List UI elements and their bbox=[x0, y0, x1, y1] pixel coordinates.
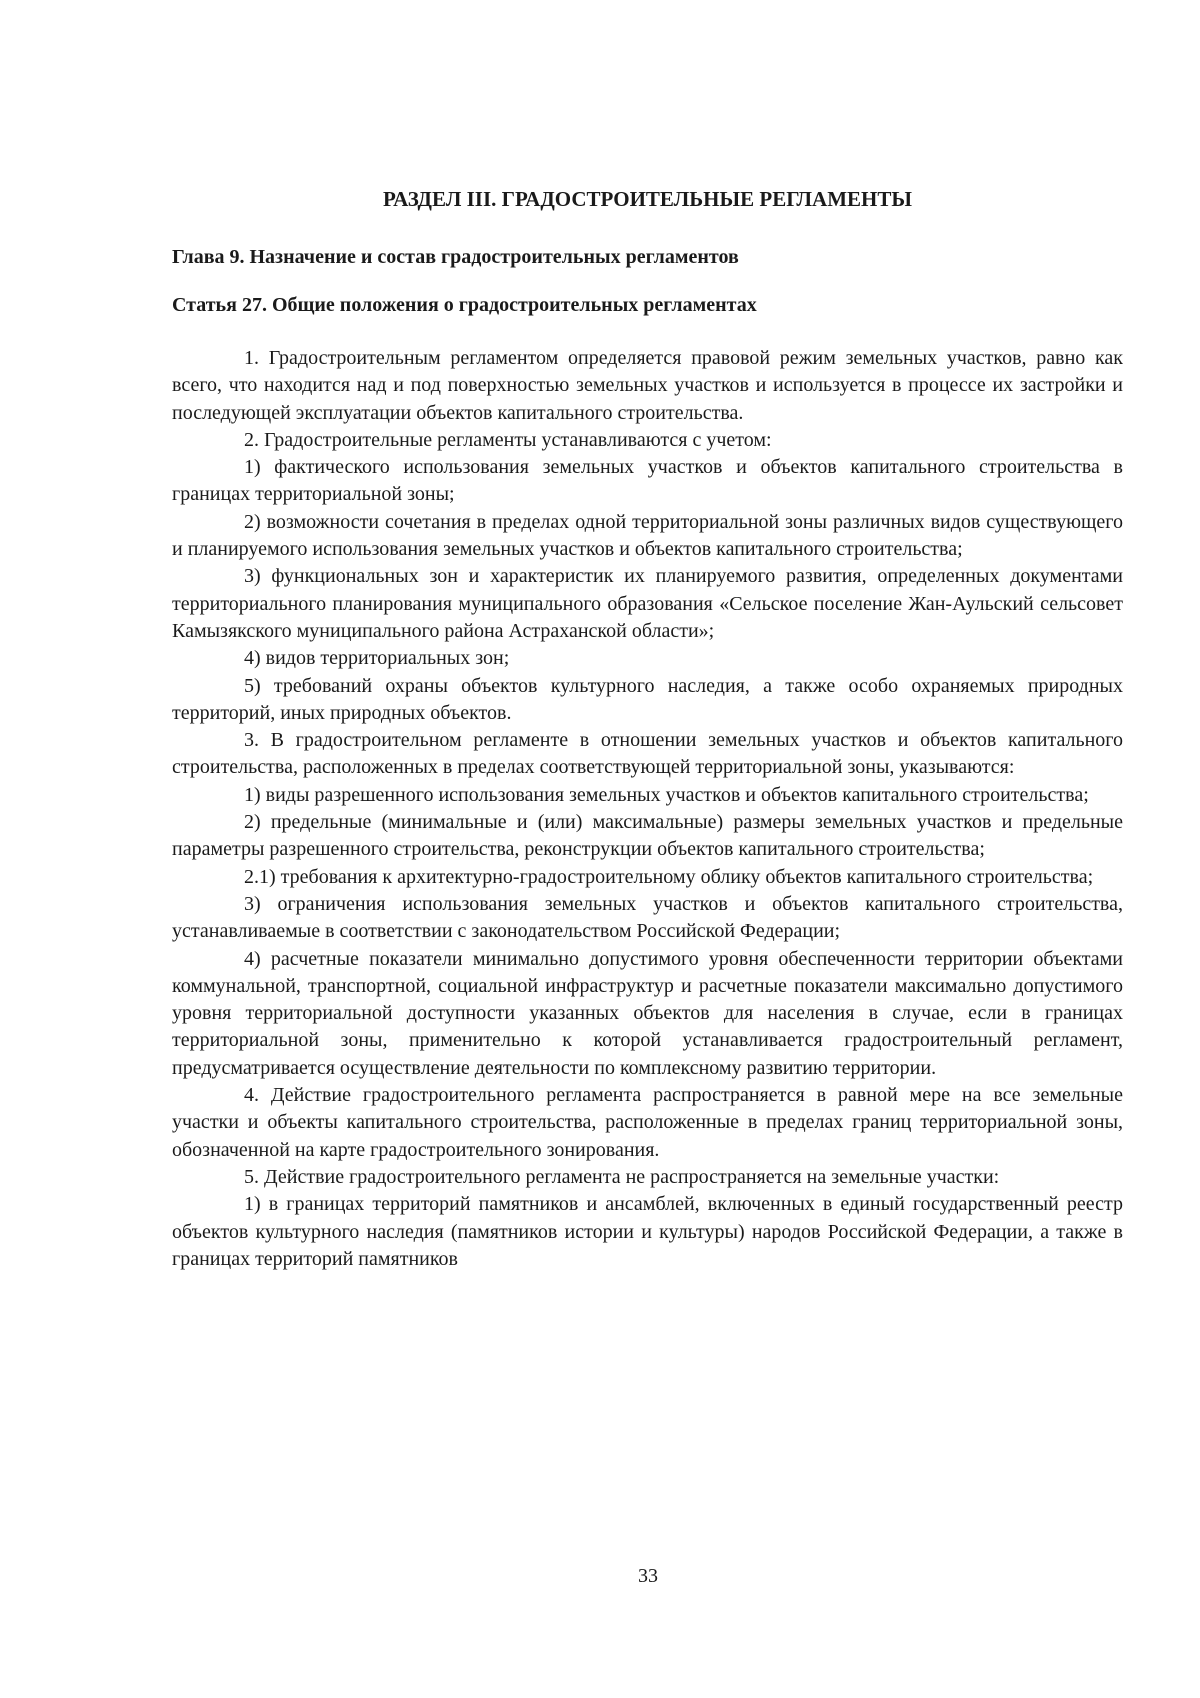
page-number: 33 bbox=[638, 1565, 658, 1587]
article-body bbox=[172, 345, 1123, 1273]
paragraph: 2.1) требования к архитектурно-градостроительному облику объектов капитального строительства; bbox=[244, 865, 1094, 888]
paragraph: 4) видов территориальных зон; bbox=[244, 647, 510, 670]
paragraph: 3) функциональных зон и характеристик их планируемого развития, определенных документами территориального планирования муниципального образования «Сельское поселение Жан-Аульский сельсовет Камызякского муниципального района Астраханской области»; bbox=[172, 565, 1123, 642]
paragraph: 3. В градостроительном регламенте в отношении земельных участков и объектов капитального строительства, расположенных в пределах соответствующей территориальной зоны, указываются: bbox=[172, 729, 1123, 779]
paragraph: 4) расчетные показатели минимально допустимого уровня обеспеченности территории объектами коммунальной, транспортной, социальной инфраструктур и расчетные показатели максимально допустимого уровня территориальной доступности указанных объектов для населения в случае, если в границах территориальной зоны, применительно к которой устанавливается градостроительный регламент, предусматривается осуществление деятельности по комплексному развитию территории. bbox=[172, 947, 1123, 1079]
paragraph: 3) ограничения использования земельных участков и объектов капитального строительства, устанавливаемые в соответствии с законодательством Российской Федерации; bbox=[172, 892, 1123, 943]
paragraph: 4. Действие градостроительного регламента распространяется в равной мере на все земельные участки и объекты капитального строительства, расположенные в пределах границ территориальной зоны, обозначенной на карте градостроительного зонирования. bbox=[172, 1084, 1123, 1161]
chapter-title: Глава 9. Назначение и состав градостроительных регламентов bbox=[172, 246, 739, 268]
section-title: РАЗДЕЛ III. ГРАДОСТРОИТЕЛЬНЫЕ РЕГЛАМЕНТЫ bbox=[382, 187, 913, 211]
paragraph: 2. Градостроительные регламенты устанавливаются с учетом: bbox=[244, 428, 772, 451]
paragraph: 1) фактического использования земельных участков и объектов капитального строительства в границах территориальной зоны; bbox=[172, 456, 1123, 506]
paragraph: 1. Градостроительным регламентом определяется правовой режим земельных участков, равно как всего, что находится над и под поверхностью земельных участков и используется в процессе их застройки и последующей эксплуатации объектов капитального строительства. bbox=[172, 347, 1123, 424]
paragraph: 2) возможности сочетания в пределах одной территориальной зоны различных видов существующего и планируемого использования земельных участков и объектов капитального строительства; bbox=[172, 510, 1123, 561]
paragraph: 5. Действие градостроительного регламента не распространяется на земельные участки: bbox=[244, 1165, 1000, 1188]
paragraph: 1) в границах территорий памятников и ансамблей, включенных в единый государственный реестр объектов культурного наследия (памятников истории и культуры) народов Российской Федерации, а также в границах территорий памятников bbox=[172, 1193, 1123, 1270]
paragraph: 1) виды разрешенного использования земельных участков и объектов капитального строительства; bbox=[244, 783, 1089, 806]
article-title: Статья 27. Общие положения о градостроительных регламентах bbox=[172, 294, 757, 316]
paragraph: 5) требований охраны объектов культурного наследия, а также особо охраняемых природных территорий, иных природных объектов. bbox=[172, 674, 1123, 724]
paragraph: 2) предельные (минимальные и (или) максимальные) размеры земельных участков и предельные параметры разрешенного строительства, реконструкции объектов капитального строительства; bbox=[172, 811, 1123, 861]
